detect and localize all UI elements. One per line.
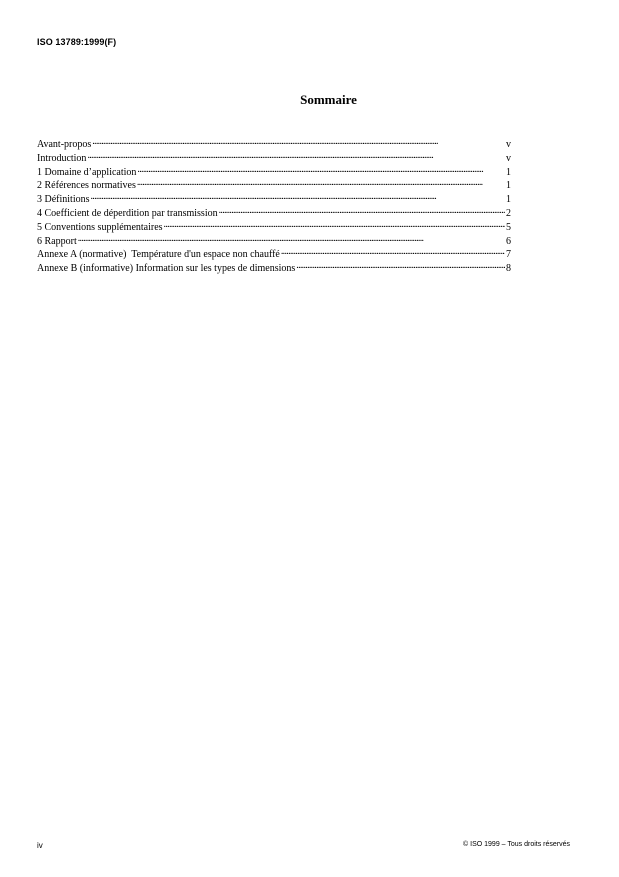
- toc-entry-page: v: [506, 152, 511, 164]
- toc-dot-leader: [92, 137, 505, 147]
- toc-entry-annexe-b[interactable]: [37, 261, 511, 275]
- toc-entry-domaine-application[interactable]: [37, 165, 511, 179]
- toc-entry-introduction[interactable]: [37, 151, 511, 165]
- toc-dot-leader: [137, 165, 505, 175]
- toc-entry-avant-propos[interactable]: [37, 137, 511, 151]
- toc-entry-page: 8: [506, 263, 511, 275]
- toc-dot-leader: [281, 247, 505, 257]
- toc-entry-page: 1: [506, 166, 511, 178]
- toc-entry-page: 6: [506, 235, 511, 247]
- toc-entry-rapport[interactable]: [37, 234, 511, 248]
- toc-entry-label: 2 Références normatives: [37, 180, 136, 192]
- toc-entry-conventions-supplementaires[interactable]: [37, 220, 511, 234]
- toc-entry-label: Annexe A (normative) Température d'un espace non chauffé: [37, 249, 280, 261]
- toc-entry-page: 1: [506, 194, 511, 206]
- toc-entry-page: 1: [506, 180, 511, 192]
- toc-entry-page: 7: [506, 249, 511, 261]
- footer-page-number: iv: [37, 841, 43, 850]
- toc-entry-label: Avant-propos: [37, 139, 92, 150]
- toc-entry-label: Annexe B (informative) Information sur les types de dimensions: [37, 263, 296, 275]
- toc-dot-leader: [219, 206, 505, 216]
- footer-copyright: © ISO 1999 – Tous droits réservés: [463, 841, 570, 848]
- table-of-contents: [37, 137, 511, 275]
- toc-entry-label: 5 Conventions supplémentaires: [37, 221, 163, 233]
- toc-dot-leader: [296, 261, 505, 271]
- toc-dot-leader: [164, 220, 505, 230]
- toc-entry-definitions[interactable]: [37, 192, 511, 206]
- page-title: Sommaire: [300, 92, 357, 107]
- document-reference: ISO 13789:1999(F): [37, 37, 117, 47]
- toc-entry-label: 1 Domaine d’application: [37, 166, 137, 178]
- toc-entry-page: 2: [506, 207, 511, 219]
- toc-entry-label: Introduction: [37, 152, 87, 164]
- toc-entry-references-normatives[interactable]: [37, 178, 511, 192]
- toc-entry-coefficient-deperdition[interactable]: [37, 206, 511, 220]
- toc-entry-page: 5: [506, 221, 511, 233]
- toc-entry-label: 3 Définitions: [37, 194, 90, 206]
- toc-dot-leader: [78, 234, 505, 244]
- toc-entry-label: 4 Coefficient de déperdition par transmission: [37, 207, 218, 219]
- toc-entry-page: v: [506, 139, 511, 150]
- toc-entry-annexe-a[interactable]: [37, 247, 511, 261]
- toc-dot-leader: [137, 178, 505, 188]
- toc-entry-label: 6 Rapport: [37, 235, 77, 247]
- toc-dot-leader: [91, 192, 506, 202]
- toc-dot-leader: [87, 151, 505, 161]
